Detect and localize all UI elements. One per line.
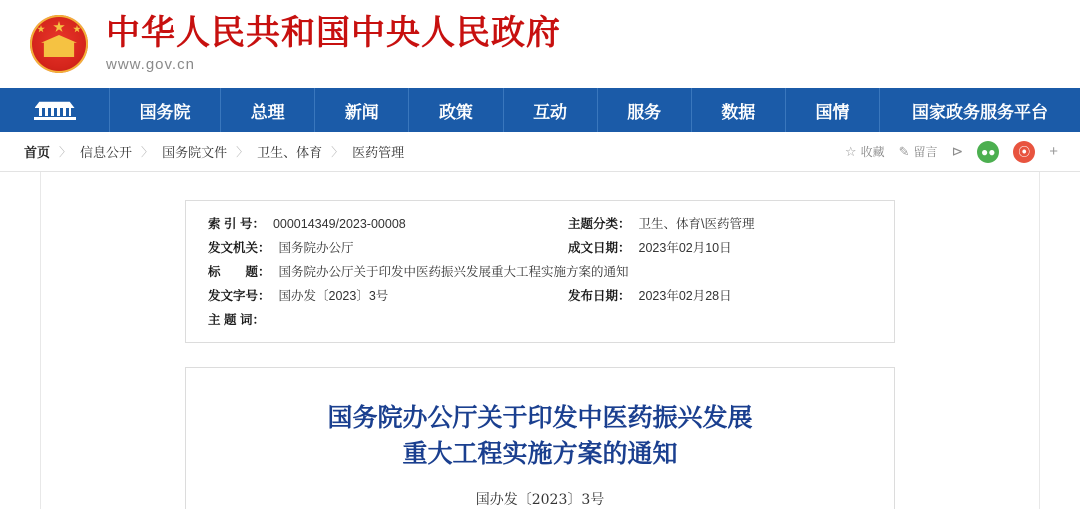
nav-item-guoqing[interactable]: 国情 xyxy=(786,88,880,132)
favorite-label: 收藏 xyxy=(860,145,885,159)
nav-item-hudong[interactable]: 互动 xyxy=(504,88,598,132)
site-brand[interactable] xyxy=(106,12,561,74)
meta-value: 国办发〔2023〕3号 xyxy=(278,289,389,303)
meta-row xyxy=(208,313,872,328)
tiananmen-home-icon xyxy=(32,99,78,121)
share-toolbar xyxy=(845,141,1058,163)
weibo-icon: ⦿ xyxy=(1018,145,1031,159)
meta-value: 2023年02月10日 xyxy=(638,241,732,255)
nav-item-xinwen[interactable]: 新闻 xyxy=(315,88,409,132)
meta-label: 发文机关： xyxy=(208,241,271,255)
breadcrumb-home[interactable]: 首页 xyxy=(24,145,51,160)
meta-cell-index-number xyxy=(208,217,568,232)
wechat-icon: ●● xyxy=(980,144,996,159)
meta-cell-document-subject xyxy=(208,265,629,280)
meta-cell-issuing-agency xyxy=(208,241,568,256)
meta-cell-publish-date xyxy=(568,289,732,304)
meta-label: 成文日期： xyxy=(568,241,631,255)
weibo-share-button[interactable] xyxy=(1013,141,1035,163)
meta-value: 000014349/2023-00008 xyxy=(272,217,406,231)
main-nav xyxy=(0,88,1080,132)
document-body xyxy=(185,367,895,509)
more-share-button[interactable]: + xyxy=(1049,143,1058,160)
meta-cell-document-number xyxy=(208,289,568,304)
breadcrumb-separator: 〉 xyxy=(141,145,154,159)
meta-row xyxy=(208,265,872,280)
meta-label: 发文字号： xyxy=(208,289,271,303)
wechat-share-button[interactable] xyxy=(977,141,999,163)
meta-cell-keywords xyxy=(208,313,273,328)
meta-row xyxy=(208,241,872,256)
favorite-button[interactable] xyxy=(845,143,885,160)
meta-value: 国务院办公厅关于印发中医药振兴发展重大工程实施方案的通知 xyxy=(278,265,629,279)
document-sheet xyxy=(40,172,1040,509)
document-title-line-1: 国务院办公厅关于印发中医药振兴发展 xyxy=(327,403,753,432)
meta-label: 索 引 号： xyxy=(208,217,265,231)
national-emblem-icon xyxy=(28,13,90,75)
meta-value: 卫生、体育\医药管理 xyxy=(638,217,755,231)
nav-item-zongli[interactable]: 总理 xyxy=(221,88,315,132)
breadcrumb-separator: 〉 xyxy=(59,145,72,159)
pencil-icon: ✎ xyxy=(898,143,910,159)
meta-cell-topic-category xyxy=(568,217,755,232)
nav-item-fuwu[interactable]: 服务 xyxy=(598,88,692,132)
nav-item-zhengce[interactable]: 政策 xyxy=(409,88,503,132)
meta-label: 标 题： xyxy=(208,265,271,279)
breadcrumb-separator: 〉 xyxy=(236,145,249,159)
document-meta-table xyxy=(185,200,895,343)
nav-item-shuju[interactable]: 数据 xyxy=(692,88,786,132)
meta-cell-written-date xyxy=(568,241,732,256)
breadcrumb-separator: 〉 xyxy=(331,145,344,159)
star-icon: ☆ xyxy=(844,143,857,159)
meta-value: 2023年02月28日 xyxy=(638,289,732,303)
breadcrumb-item-health-sports[interactable]: 卫生、体育 xyxy=(257,145,323,160)
message-button[interactable] xyxy=(899,143,938,160)
breadcrumb-bar xyxy=(0,132,1080,172)
content-area xyxy=(0,172,1080,509)
nav-home-button[interactable] xyxy=(0,88,110,132)
site-title: 中华人民共和国中央人民政府 xyxy=(106,12,561,53)
meta-label: 发布日期： xyxy=(568,289,631,303)
nav-item-zhengwu-platform[interactable]: 国家政务服务平台 xyxy=(912,102,1048,123)
message-label: 留言 xyxy=(913,145,938,159)
site-header xyxy=(0,0,1080,88)
breadcrumb-item-information-disclosure[interactable]: 信息公开 xyxy=(80,145,133,160)
share-button[interactable] xyxy=(952,143,964,160)
document-title-line-2: 重大工程实施方案的通知 xyxy=(402,439,678,469)
breadcrumb-item-medicine-administration[interactable]: 医药管理 xyxy=(352,145,405,160)
meta-value: 国务院办公厅 xyxy=(278,241,354,255)
breadcrumb-item-state-council-documents[interactable]: 国务院文件 xyxy=(162,145,228,160)
meta-row xyxy=(208,289,872,304)
nav-item-guowuyuan[interactable]: 国务院 xyxy=(110,88,221,132)
breadcrumb xyxy=(24,142,404,161)
meta-label: 主 题 词： xyxy=(208,313,265,327)
share-icon: ⊳ xyxy=(951,143,964,159)
site-domain: www.gov.cn xyxy=(106,56,195,74)
meta-row xyxy=(208,217,872,232)
meta-label: 主题分类： xyxy=(568,217,631,231)
document-number: 国办发〔2023〕3号 xyxy=(475,491,605,508)
